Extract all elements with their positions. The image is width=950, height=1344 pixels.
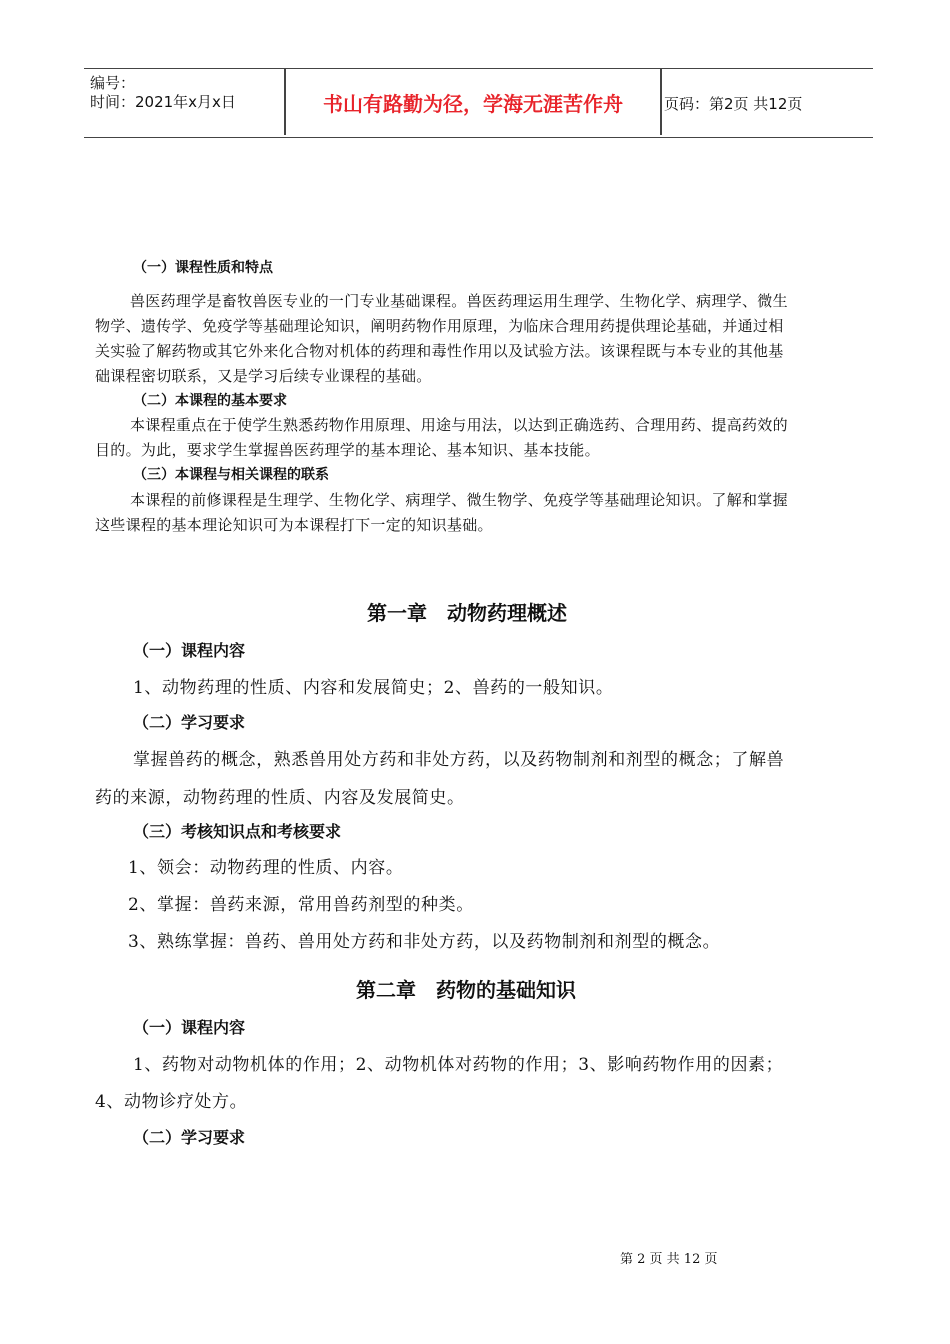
chapter-1-section-2-heading: （二）学习要求 xyxy=(133,713,246,732)
chapter-1-item-1: 1、领会：动物药理的性质、内容。 xyxy=(128,858,404,878)
chapter-2-title: 第二章 药物的基础知识 xyxy=(356,978,576,1002)
intro-heading-3: （三）本课程与相关课程的联系 xyxy=(133,467,329,483)
header-page-info xyxy=(664,69,873,137)
chapter-1-item-2: 2、掌握：兽药来源，常用兽药剂型的种类。 xyxy=(128,895,474,915)
chapter-1-section-3-heading: （三）考核知识点和考核要求 xyxy=(133,822,342,841)
intro-paragraph-2-line-2: 目的。为此，要求学生掌握兽医药理学的基本理论、基本知识、基本技能。 xyxy=(95,441,600,459)
chapter-1-section-2-line-1: 掌握兽药的概念，熟悉兽用处方药和非处方药，以及药物制剂和剂型的概念；了解兽 xyxy=(133,750,785,770)
intro-heading-2: （二）本课程的基本要求 xyxy=(133,393,287,409)
chapter-2-section-1-heading: （一）课程内容 xyxy=(133,1018,246,1037)
intro-paragraph-1-line-2: 物学、遗传学、免疫学等基础理论知识，阐明药物作用原理，为临床合理用药提供理论基础，并通过相 xyxy=(95,317,784,335)
chapter-1-item-3: 3、熟练掌握：兽药、兽用处方药和非处方药，以及药物制剂和剂型的概念。 xyxy=(128,932,721,952)
intro-paragraph-3-line-1: 本课程的前修课程是生理学、生物化学、病理学、微生物学、免疫学等基础理论知识。了解和掌握 xyxy=(130,491,788,509)
document-number-label: 编号： xyxy=(90,74,136,92)
intro-heading-1: （一）课程性质和特点 xyxy=(133,260,273,276)
page-footer: 第 2 页 共 12 页 xyxy=(620,1252,718,1267)
chapter-2-section-2-heading: （二）学习要求 xyxy=(133,1128,246,1147)
header-motto: 书山有路勤为径，学海无涯苦作舟 xyxy=(284,69,662,135)
chapter-1-section-2-line-2: 药的来源，动物药理的性质、内容及发展简史。 xyxy=(95,788,465,808)
intro-paragraph-1-line-4: 础课程密切联系，又是学习后续专业课程的基础。 xyxy=(95,367,432,385)
intro-paragraph-1-line-3: 关实验了解药物或其它外来化合物对机体的药理和毒性作用以及试验方法。该课程既与本专业的其他基 xyxy=(95,342,784,360)
chapter-1-section-1-text: 1、动物药理的性质、内容和发展简史；2、兽药的一般知识。 xyxy=(133,678,614,698)
page-header xyxy=(84,68,873,138)
intro-paragraph-1-line-1: 兽医药理学是畜牧兽医专业的一门专业基础课程。兽医药理运用生理学、生物化学、病理学、微生 xyxy=(130,292,788,310)
header-meta xyxy=(84,69,284,137)
chapter-2-section-1-line-2: 4、动物诊疗处方。 xyxy=(95,1092,248,1112)
chapter-2-section-1-line-1: 1、药物对动物机体的作用；2、动物机体对药物的作用；3、影响药物作用的因素； xyxy=(133,1055,784,1075)
intro-paragraph-3-line-2: 这些课程的基本理论知识可为本课程打下一定的知识基础。 xyxy=(95,516,493,534)
page-info-text: 页码：第2页 共12页 xyxy=(664,94,803,113)
chapter-1-section-1-heading: （一）课程内容 xyxy=(133,641,246,660)
document-date: 时间：2021年x月x日 xyxy=(90,93,236,111)
intro-paragraph-2-line-1: 本课程重点在于使学生熟悉药物作用原理、用途与用法，以达到正确选药、合理用药、提高药效的 xyxy=(130,416,788,434)
chapter-1-title: 第一章 动物药理概述 xyxy=(367,601,567,625)
